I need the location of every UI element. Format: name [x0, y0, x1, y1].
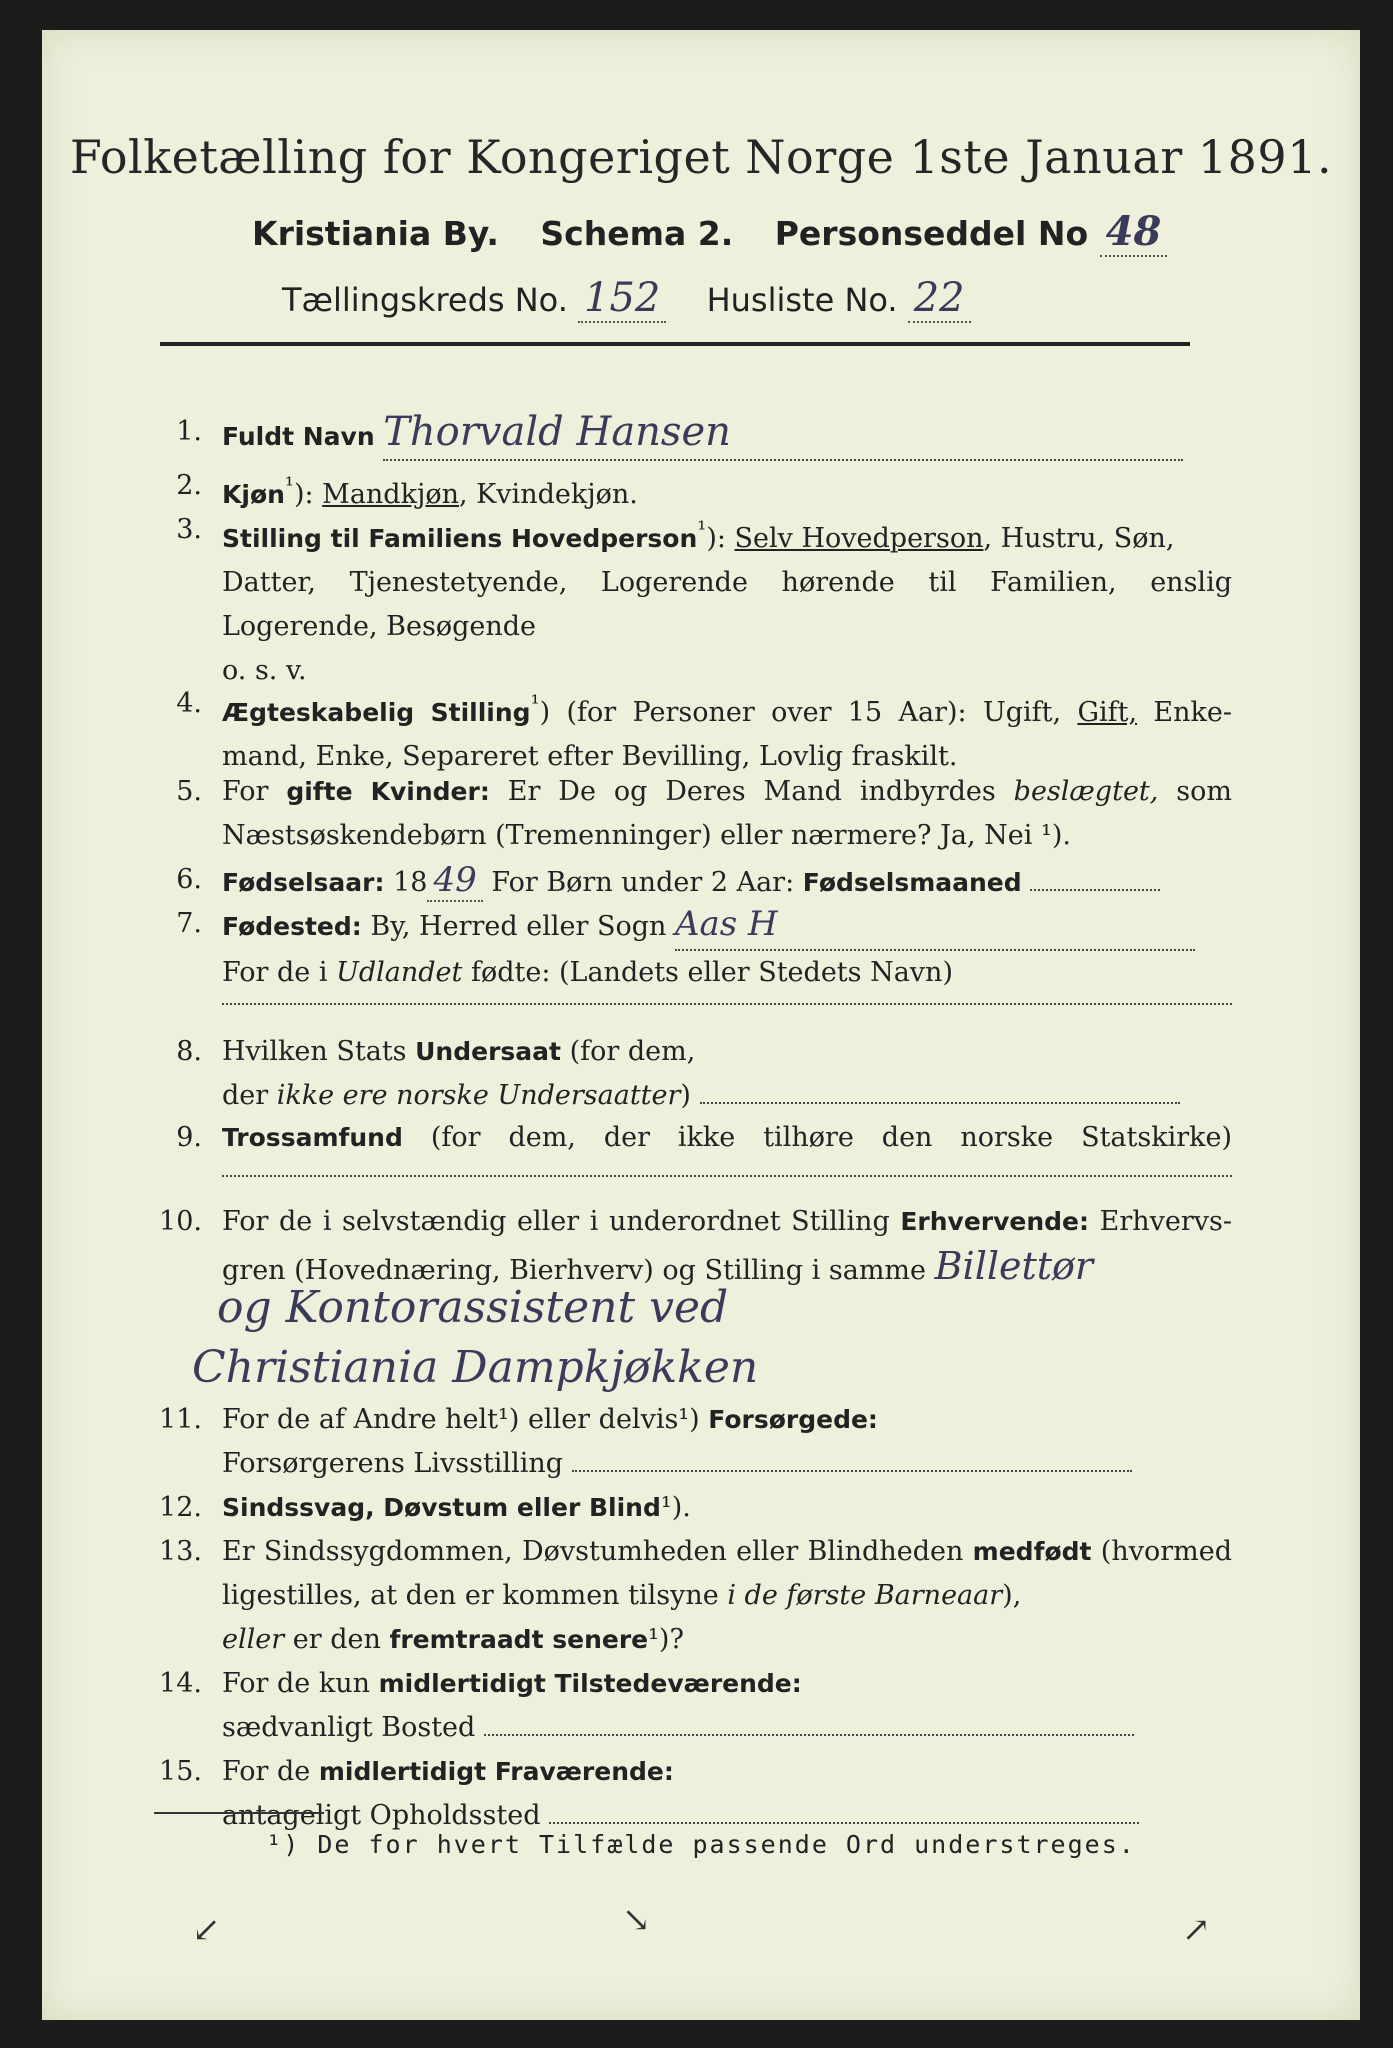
kreds-label: Tællingskreds No.: [282, 281, 568, 319]
full-name-value: Thorvald Hansen: [383, 409, 731, 455]
item-5-text: Er De og Deres Mand indbyrdes: [507, 776, 996, 807]
temp-present-label: midlertidigt Tilstedeværende:: [378, 1669, 802, 1698]
footnote-ref: ¹: [530, 691, 540, 717]
item-number: 14.: [159, 1668, 202, 1699]
item-8-post: (for dem,: [569, 1036, 696, 1067]
position-selected: Selv Hovedperson: [734, 523, 984, 554]
item-number: 3.: [176, 514, 202, 545]
item-5-em: beslægtet,: [1013, 776, 1159, 807]
birth-year-prefix: 18: [393, 867, 428, 898]
marital-options-end: Enke-: [1153, 697, 1232, 728]
item-14-line2: sædvanligt Bosted: [222, 1712, 476, 1743]
birthplace-label: Fødested:: [222, 912, 362, 941]
form-subtitle: [252, 208, 1167, 255]
item-10-post: Erhvervs-: [1099, 1206, 1232, 1237]
item-number: 11.: [159, 1404, 202, 1435]
item-7-line2-post: fødte: (Landets eller Stedets Navn): [470, 957, 953, 988]
tick-mark: ↘: [622, 1900, 651, 1940]
marital-options: (for Personer over 15 Aar): Ugift,: [566, 697, 1062, 728]
birth-month-label: Fødselsmaaned: [802, 868, 1022, 897]
item-10-line2: gren (Hovednæring, Bierhverv) og Stilling i samme: [222, 1255, 927, 1286]
full-name-label: Fuldt Navn: [222, 422, 375, 451]
item-5-post: som: [1176, 776, 1232, 807]
disability-label: Sindssvag, Døvstum eller Blind: [222, 1493, 661, 1522]
item-8-line2-post: ): [680, 1080, 691, 1111]
position-options-2: Datter, Tjenestetyende, Logerende hørende til Familien, enslig: [222, 567, 1232, 598]
personseddel-number: 48: [1100, 208, 1168, 257]
citizenship-label: Undersaat: [415, 1037, 561, 1066]
marital-selected: Gift,: [1077, 697, 1138, 728]
item-number: 10.: [159, 1206, 202, 1237]
header-rule: [160, 342, 1190, 346]
item-13-line2-pre: ligestilles, at den er kommen tilsyne: [222, 1580, 719, 1611]
item-13-line3-em: eller: [222, 1624, 285, 1655]
personseddel-label: Personseddel No: [774, 214, 1089, 253]
sex-label: Kjøn: [222, 480, 285, 509]
item-number: 7.: [176, 908, 202, 939]
dotted-line: [222, 1002, 1232, 1005]
later-onset-label: fremtraadt senere: [389, 1625, 649, 1654]
item-number: 9.: [176, 1122, 202, 1153]
tick-mark: ↗: [1182, 1910, 1211, 1950]
position-options: , Hustru, Søn,: [983, 523, 1175, 554]
footnote-ref: ¹: [284, 473, 294, 499]
item-13-line2-em: i de første Barneaar: [727, 1580, 1003, 1611]
sex-selected: Mandkjøn: [322, 479, 459, 510]
item-number: 13.: [159, 1536, 202, 1567]
temp-absent-label: midlertidigt Fraværende:: [318, 1757, 674, 1786]
city-label: Kristiania By.: [252, 214, 499, 253]
item-number: 15.: [159, 1756, 202, 1787]
item-7-line2-pre: For de i: [222, 957, 328, 988]
tick-mark: ↙: [192, 1910, 221, 1950]
husliste-number: 22: [908, 275, 971, 323]
marital-options-2: mand, Enke, Separeret efter Bevilling, Lovlig fraskilt.: [222, 741, 958, 772]
footnote-rule: [154, 1812, 324, 1814]
occupation-label: Erhvervende:: [900, 1207, 1090, 1236]
item-13-line2-post: ),: [1002, 1580, 1022, 1611]
item-5-line2: Næstsøskendebørn (Tremenninger) eller nærmere? Ja, Nei ¹).: [222, 820, 1071, 851]
position-label: Stilling til Familiens Hovedperson: [222, 524, 698, 553]
item-14-text: For de kun: [222, 1668, 370, 1699]
kreds-number: 152: [578, 275, 666, 323]
item-10-text: For de i selvstændig eller i underordnet Stilling: [222, 1206, 890, 1237]
occupation-value-1: Billettør: [934, 1244, 1094, 1288]
form-title: Folketælling for Kongeriget Norge 1ste Januar 1891.: [69, 130, 1333, 184]
item-number: 12.: [159, 1492, 202, 1523]
item-13-post: (hvormed: [1100, 1536, 1232, 1567]
husliste-label: Husliste No.: [706, 281, 898, 319]
sex-options: , Kvindekjøn.: [458, 479, 638, 510]
item-11-line2: Forsørgerens Livsstilling: [222, 1448, 564, 1479]
birth-year-value: 49: [427, 860, 482, 902]
item-12-post: ¹).: [660, 1492, 691, 1523]
schema-label: Schema 2.: [540, 214, 734, 253]
footnote-ref: ¹: [697, 517, 707, 543]
item-13-line3-mid: er den: [292, 1624, 381, 1655]
item-7-text: By, Herred eller Sogn: [370, 911, 667, 942]
item-13-line3-post: ¹)?: [648, 1624, 684, 1655]
item-8-line2-pre: der: [222, 1080, 269, 1111]
married-women-label: gifte Kvinder:: [286, 777, 490, 806]
position-options-3: Logerende, Besøgende: [222, 611, 536, 642]
item-15-text: For de: [222, 1756, 311, 1787]
item-13-text: Er Sindssygdommen, Døvstumheden eller Blindheden: [222, 1536, 964, 1567]
item-number: 2.: [176, 470, 202, 501]
position-options-4: o. s. v.: [222, 655, 307, 686]
occupation-value-2: og Kontorassistent ved: [217, 1282, 729, 1333]
item-number: 8.: [176, 1036, 202, 1067]
supported-label: Forsørgede:: [708, 1405, 878, 1434]
footnote: ¹) De for hvert Tilfælde passende Ord understreges.: [266, 1830, 1136, 1859]
congenital-label: medfødt: [972, 1537, 1092, 1566]
dotted-line: [222, 1174, 1232, 1177]
item-8-text: Hvilken Stats: [222, 1036, 407, 1067]
item-8-line2-em: ikke ere norske Undersaatter: [276, 1080, 681, 1111]
marital-label: Ægteskabelig Stilling: [222, 698, 531, 727]
item-11-text: For de af Andre helt¹) eller delvis¹): [222, 1404, 700, 1435]
item-5-pre: For: [222, 776, 269, 807]
item-7-line2-em: Udlandet: [336, 957, 463, 988]
item-15-line2: antageligt Opholdssted: [222, 1800, 541, 1831]
census-form: Folketælling for Kongeriget Norge 1ste Januar 1891. Kristiania By. Schema 2. Personseddel No 48 Tællingskreds No. 152 Husliste No. 22 1. Fuldt Navn Thorvald Hansen 2. Kjøn$^{^1}$): Mandkjøn, Kvindekjøn. 3. Stilling til Familiens Hovedperson$^{^1}$): Selv Hovedperson, Hustru, Søn, Datter, Tjenestetyende, Logerende hørende til Familien, enslig Logerende, Besøgende o. s. v. 4. Ægteskabelig Stilling$^{^1}$) (for Personer over 15 Aar): Ugift, Gift, Enke- mand, Enke, Separeret efter Bevilling, Lovlig fraskilt. 5. For gifte Kvinder: Er De og Deres Mand indbyrdes beslægtet, som Næstsøskendebørn (Tremenninger) eller nærmere? Ja, Nei ¹). 6. Fødselsaar: 18 49 For Børn under 2 Aar: Fødselsmaaned 7. Fødested: By, Herred eller Sogn Aas H For de i Udlandet fødte: (Landets eller Stedets Navn) 8. Hvilken Stats Undersaat (for dem, der ikke ere norske Undersaatter) 9. Trossamfund (for dem, der ikke tilhøre den norske Statskirke) 10. For de i selvstændig eller i underordnet Stilling Erhvervende: Erhvervs- gren (Hovednæring, Bierhverv) og Stilling i samme Billettør og Kontorassistent ved Christiania Dampkjøkken 11. For de af Andre helt¹) eller delvis¹) Forsørgede: Forsørgerens Livsstilling 12. Sindssvag, Døvstum eller Blind¹). 13. Er Sindssygdommen, Døvstumheden eller Blindheden medfødt (hvormed ligestilles, at den er kommen tilsyne i de første Barneaar), eller er den fremtraadt senere¹)? 14. For de kun midlertidigt Tilstedeværende: sædvanligt Bosted 15. For de midlertidigt Fraværende: antageligt Opholdssted ¹) De for hvert Tilfælde passende Ord understreges. ↙ ↘ ↗: [42, 30, 1360, 2020]
item-number: 5.: [176, 776, 202, 807]
item-9-text: (for dem, der ikke tilhøre den norske Statskirke): [430, 1122, 1232, 1153]
item-number: 1.: [176, 416, 202, 447]
item-6-text: For Børn under 2 Aar:: [491, 867, 795, 898]
item-number: 4.: [176, 688, 202, 719]
item-number: 6.: [176, 864, 202, 895]
district-line: [282, 275, 971, 321]
religion-label: Trossamfund: [222, 1123, 403, 1152]
birth-year-label: Fødselsaar:: [222, 868, 385, 897]
birthplace-value: Aas H: [674, 904, 778, 944]
occupation-value-3: Christiania Dampkjøkken: [192, 1342, 759, 1393]
